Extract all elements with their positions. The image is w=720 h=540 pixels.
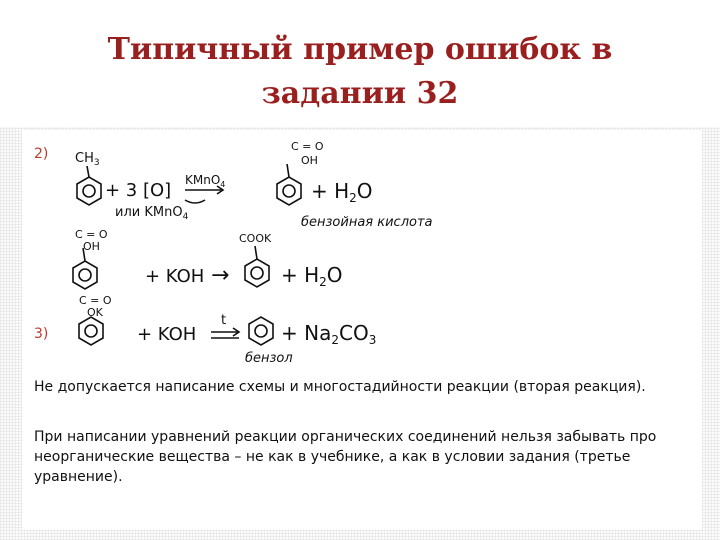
benzoic-acid-label: бензойная кислота	[301, 215, 433, 230]
ring-circle-3	[79, 269, 91, 281]
bond-cook	[255, 246, 257, 259]
water-product-1: + $H_2O$	[311, 179, 373, 205]
ring-circle-1	[83, 185, 95, 197]
brace-mark	[185, 200, 205, 203]
catalyst-note: или KMnO$_4$	[115, 205, 189, 222]
benzene-ring-4	[245, 259, 269, 287]
ch3-label: $CH_3$	[75, 151, 100, 168]
benzene-ring-2	[277, 177, 301, 205]
cook-bottom-3: OK	[87, 306, 103, 319]
ring-circle-6	[255, 325, 267, 337]
ring-circle-2	[283, 185, 295, 197]
koh-reagent-3: + KOH	[137, 324, 197, 345]
benzene-ring-6	[249, 317, 273, 345]
slide-title	[0, 28, 720, 116]
cooh-top-1: C = O	[291, 140, 324, 153]
title-line-1: Типичный пример ошибок в	[107, 32, 613, 67]
note-paragraph-2: При написании уравнений реакции органических соединений нельзя забывать про неорганические вещества – не как в учебнике, а как в условии задания (третье уравнение).	[34, 429, 657, 485]
koh-reagent-2: + KOH	[145, 266, 205, 287]
kmno4-label: KMnO$_4$	[185, 173, 226, 189]
cooh-bottom-2: OH	[83, 240, 100, 253]
item-number-3: 3)	[34, 326, 49, 342]
benzene-ring-1	[77, 177, 101, 205]
cook-top-3: C = O	[79, 294, 112, 307]
cooh-top-2: C = O	[75, 228, 108, 241]
benzene-ring-5	[79, 317, 103, 345]
reaction-arrow-2: →	[211, 263, 230, 288]
ring-circle-4	[251, 267, 263, 279]
sodium-carbonate-product: + $Na_2CO_3$	[281, 321, 377, 347]
bond-ch3	[87, 166, 89, 177]
ring-circle-5	[85, 325, 97, 337]
reaction-drawing	[65, 136, 472, 366]
benzene-ring-3	[73, 261, 97, 289]
cooh-bottom-1: OH	[301, 154, 318, 167]
item-number-2: 2)	[34, 146, 49, 162]
title-line-2: задании 32	[261, 76, 459, 111]
bond-cooh-1	[287, 164, 289, 177]
benzol-label: бензол	[245, 351, 293, 366]
reagent-3o: + 3 [O]	[105, 180, 172, 201]
note-paragraph-1: Не допускается написание схемы и многостадийности реакции (вторая реакция).	[34, 379, 646, 395]
temperature-label: t	[221, 313, 227, 328]
cook-label: COOK	[239, 232, 272, 245]
handwritten-reactions-image	[65, 136, 472, 366]
water-product-2: + $H_2O$	[281, 263, 343, 289]
